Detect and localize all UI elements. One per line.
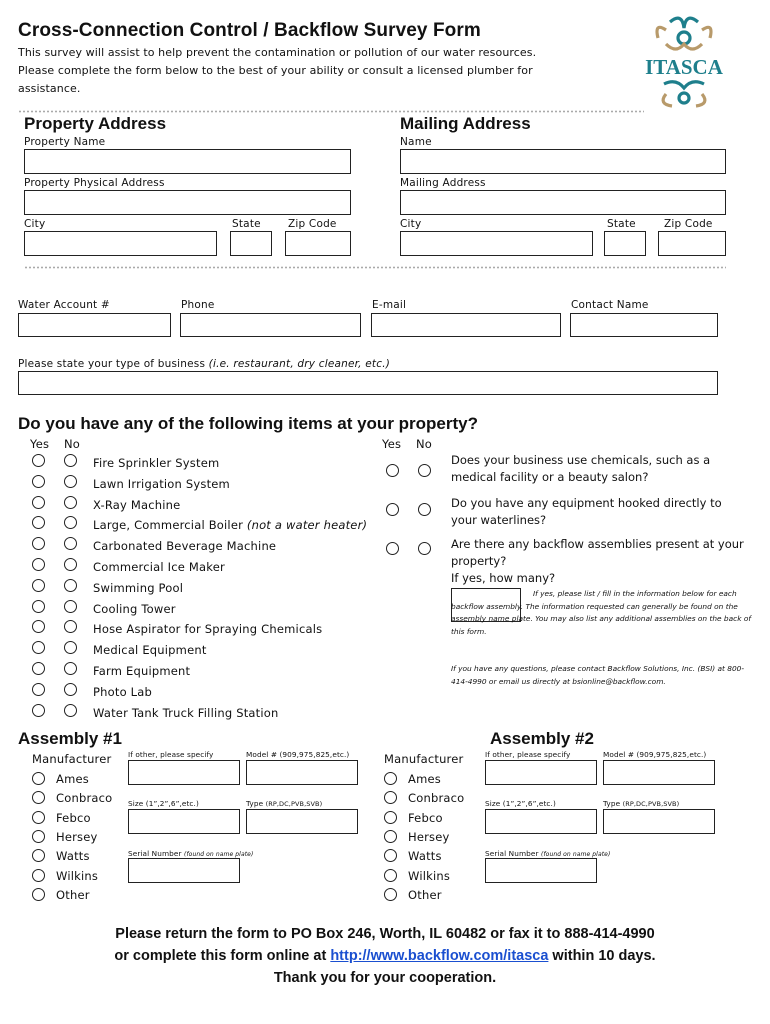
account-label: Water Account # — [18, 299, 110, 311]
assembly1-type-field[interactable] — [246, 809, 358, 834]
manufacturer-radio[interactable] — [384, 830, 397, 843]
manufacturer-label: Watts — [56, 849, 90, 864]
manufacturer-label: Wilkins — [56, 868, 99, 883]
item-no-radio[interactable] — [64, 537, 77, 550]
business-field[interactable] — [18, 371, 718, 395]
item-yes-radio[interactable] — [32, 683, 45, 696]
waterlines-yes-radio[interactable] — [386, 503, 399, 516]
item-yes-radio[interactable] — [32, 558, 45, 571]
item-no-radio[interactable] — [64, 558, 77, 571]
assembly1-manufacturer-label: Manufacturer — [32, 752, 112, 766]
logo-emblem-icon — [636, 14, 732, 112]
item-no-radio[interactable] — [64, 620, 77, 633]
manufacturer-label: Febco — [56, 810, 91, 825]
how-many-label: If yes, how many? — [451, 571, 556, 585]
mailing-state-field[interactable] — [604, 231, 646, 256]
assembly1-model-label: Model # (909,975,825,etc.) — [246, 750, 350, 759]
item-yes-radio[interactable] — [32, 516, 45, 529]
assembly1-serial-field[interactable] — [128, 858, 240, 883]
phone-label: Phone — [181, 299, 215, 311]
phone-field[interactable] — [180, 313, 361, 337]
online-form-link[interactable]: http://www.backflow.com/itasca — [330, 948, 549, 964]
property-name-field[interactable] — [24, 149, 351, 174]
item-yes-radio[interactable] — [32, 454, 45, 467]
manufacturer-radio[interactable] — [384, 869, 397, 882]
manufacturer-label: Ames — [56, 772, 89, 786]
item-yes-radio[interactable] — [32, 475, 45, 488]
item-no-radio[interactable] — [64, 475, 77, 488]
item-label: Commercial Ice Maker — [93, 560, 225, 574]
manufacturer-label: Conbraco — [56, 791, 113, 806]
assembly2-model-label: Model # (909,975,825,etc.) — [603, 750, 707, 759]
property-address-label: Property Physical Address — [24, 177, 165, 189]
form-title: Cross-Connection Control / Backflow Survey Form — [18, 20, 481, 41]
item-label: Hose Aspirator for Spraying Chemicals — [93, 622, 323, 637]
property-city-field[interactable] — [24, 231, 217, 256]
item-label: Cooling Tower — [93, 601, 176, 616]
assembly1-model-field[interactable] — [246, 760, 358, 785]
manufacturer-radio[interactable] — [32, 811, 45, 824]
assembly2-model-field[interactable] — [603, 760, 715, 785]
item-label: Large, Commercial Boiler (not a water heater) — [93, 518, 368, 533]
assembly1-other-label: If other, please specify — [128, 750, 214, 759]
item-yes-radio[interactable] — [32, 704, 45, 717]
item-yes-radio[interactable] — [32, 496, 45, 509]
manufacturer-radio[interactable] — [32, 830, 45, 843]
manufacturer-label: Other — [56, 887, 90, 902]
contact-name-field[interactable] — [570, 313, 718, 337]
mailing-state-label: State — [607, 218, 636, 230]
item-label: Water Tank Truck Filling Station — [93, 705, 279, 720]
manufacturer-radio[interactable] — [32, 791, 45, 804]
divider — [18, 110, 644, 113]
item-no-radio[interactable] — [64, 704, 77, 717]
assemblies-no-radio[interactable] — [418, 542, 431, 555]
item-label: Carbonated Beverage Machine — [93, 539, 277, 554]
item-yes-radio[interactable] — [32, 579, 45, 592]
assembly2-size-field[interactable] — [485, 809, 597, 834]
mailing-zip-label: Zip Code — [664, 218, 713, 230]
question-waterlines: Do you have any equipment hooked directly to your waterlines? — [451, 496, 722, 527]
assembly1-size-label: Size (1”,2”,6”,etc.) — [128, 799, 199, 808]
footer-line3: Thank you for your cooperation. — [273, 970, 497, 986]
manufacturer-radio[interactable] — [32, 888, 45, 901]
mailing-city-field[interactable] — [400, 231, 593, 256]
item-yes-radio[interactable] — [32, 662, 45, 675]
mailing-address-label: Mailing Address — [400, 177, 486, 189]
mailing-name-field[interactable] — [400, 149, 726, 174]
itasca-logo — [636, 14, 732, 112]
item-no-radio[interactable] — [64, 579, 77, 592]
no-label: No — [64, 437, 81, 451]
yes-label: Yes — [382, 437, 402, 451]
mailing-name-label: Name — [400, 136, 432, 148]
logo-text: ITASCA — [645, 55, 723, 79]
assembly1-other-field[interactable] — [128, 760, 240, 785]
divider — [24, 266, 726, 269]
manufacturer-label: Wilkins — [408, 868, 451, 883]
item-yes-radio[interactable] — [32, 537, 45, 550]
manufacturer-radio[interactable] — [32, 772, 45, 785]
footer-line1: Please return the form to PO Box 246, Worth, IL 60482 or fax it to 888-414-4990 — [115, 926, 655, 942]
item-label: Lawn Irrigation System — [93, 476, 230, 491]
item-yes-radio[interactable] — [32, 620, 45, 633]
manufacturer-label: Hersey — [408, 829, 450, 844]
manufacturer-label: Conbraco — [408, 791, 465, 806]
property-city-label: City — [24, 218, 46, 230]
assembly2-type-label: Type (RP,DC,PVB,SVB) — [603, 799, 680, 808]
items-heading: Do you have any of the following items at your property? — [18, 414, 478, 433]
manufacturer-radio[interactable] — [32, 869, 45, 882]
assembly2-serial-label: Serial Number (found on name plate) — [485, 849, 611, 858]
assembly2-size-label: Size (1”,2”,6”,etc.) — [485, 799, 556, 808]
waterlines-no-radio[interactable] — [418, 503, 431, 516]
assembly2-type-field[interactable] — [603, 809, 715, 834]
property-heading: Property Address — [24, 114, 167, 133]
property-state-field[interactable] — [230, 231, 272, 256]
item-no-radio[interactable] — [64, 454, 77, 467]
question-assemblies: Are there any backflow assemblies present at your property? — [451, 537, 744, 568]
item-label: Fire Sprinkler System — [93, 456, 220, 470]
property-state-label: State — [232, 218, 261, 230]
item-no-radio[interactable] — [64, 683, 77, 696]
email-field[interactable] — [371, 313, 561, 337]
assembly-note: If yes, please list / fill in the information below for each backflow assembly. The information requested can generally be found on the assembly name plate. You may also list any additional assemblies on the back of this form. — [451, 589, 751, 636]
item-no-radio[interactable] — [64, 496, 77, 509]
mailing-zip-field[interactable] — [658, 231, 726, 256]
manufacturer-label: Ames — [408, 772, 441, 786]
contact-note: If you have any questions, please contact Backflow Solutions, Inc. (BSI) at 800-414-4990 or email us directly at bsionline@backflow.com. — [451, 664, 745, 686]
manufacturer-label: Watts — [408, 849, 442, 864]
manufacturer-radio[interactable] — [384, 772, 397, 785]
item-no-radio[interactable] — [64, 516, 77, 529]
item-no-radio[interactable] — [64, 662, 77, 675]
question-chemicals: Does your business use chemicals, such as a medical facility or a beauty salon? — [451, 453, 711, 484]
assembly2-other-label: If other, please specify — [485, 750, 571, 759]
account-field[interactable] — [18, 313, 171, 337]
item-no-radio[interactable] — [64, 641, 77, 654]
chemicals-no-radio[interactable] — [418, 464, 431, 477]
assembly2-serial-field[interactable] — [485, 858, 597, 883]
manufacturer-label: Hersey — [56, 829, 98, 844]
manufacturer-label: Febco — [408, 810, 443, 825]
no-label: No — [416, 437, 433, 451]
assemblies-yes-radio[interactable] — [386, 542, 399, 555]
mailing-city-label: City — [400, 218, 422, 230]
manufacturer-radio[interactable] — [384, 811, 397, 824]
intro-text: This survey will assist to help prevent the contamination or pollution of our water resources. Please complete the form below to the best of your ability or consult a licensed plumber for assistance. — [18, 46, 537, 95]
manufacturer-label: Other — [408, 887, 442, 902]
assembly2-other-field[interactable] — [485, 760, 597, 785]
assembly1-serial-label: Serial Number (found on name plate) — [128, 849, 254, 858]
manufacturer-radio[interactable] — [384, 791, 397, 804]
property-name-label: Property Name — [24, 136, 106, 148]
property-zip-field[interactable] — [285, 231, 351, 256]
yes-label: Yes — [30, 437, 50, 451]
item-label: X-Ray Machine — [93, 497, 181, 512]
item-yes-radio[interactable] — [32, 641, 45, 654]
item-label: Photo Lab — [93, 684, 153, 699]
item-yes-radio[interactable] — [32, 600, 45, 613]
chemicals-yes-radio[interactable] — [386, 464, 399, 477]
property-address-field[interactable] — [24, 190, 351, 215]
property-zip-label: Zip Code — [288, 218, 337, 230]
mailing-heading: Mailing Address — [400, 114, 531, 133]
email-label: E-mail — [372, 299, 407, 311]
boiler-note: (not a water heater) — [246, 518, 368, 533]
item-label: Swimming Pool — [93, 580, 184, 595]
item-label: Farm Equipment — [93, 664, 191, 678]
manufacturer-radio[interactable] — [384, 888, 397, 901]
assembly1-type-label: Type (RP,DC,PVB,SVB) — [246, 799, 323, 808]
assembly2-heading: Assembly #2 — [490, 729, 594, 748]
contact-name-label: Contact Name — [571, 299, 649, 311]
manufacturer-radio[interactable] — [32, 849, 45, 862]
assembly1-size-field[interactable] — [128, 809, 240, 834]
manufacturer-radio[interactable] — [384, 849, 397, 862]
item-no-radio[interactable] — [64, 600, 77, 613]
assembly2-manufacturer-label: Manufacturer — [384, 752, 464, 766]
mailing-address-field[interactable] — [400, 190, 726, 215]
footer-line2: or complete this form online at http://www.backflow.com/itasca within 10 days. — [114, 948, 656, 964]
assembly1-heading: Assembly #1 — [18, 729, 122, 748]
item-label: Medical Equipment — [93, 643, 207, 658]
business-label: Please state your type of business (i.e. restaurant, dry cleaner, etc.) — [18, 358, 391, 370]
